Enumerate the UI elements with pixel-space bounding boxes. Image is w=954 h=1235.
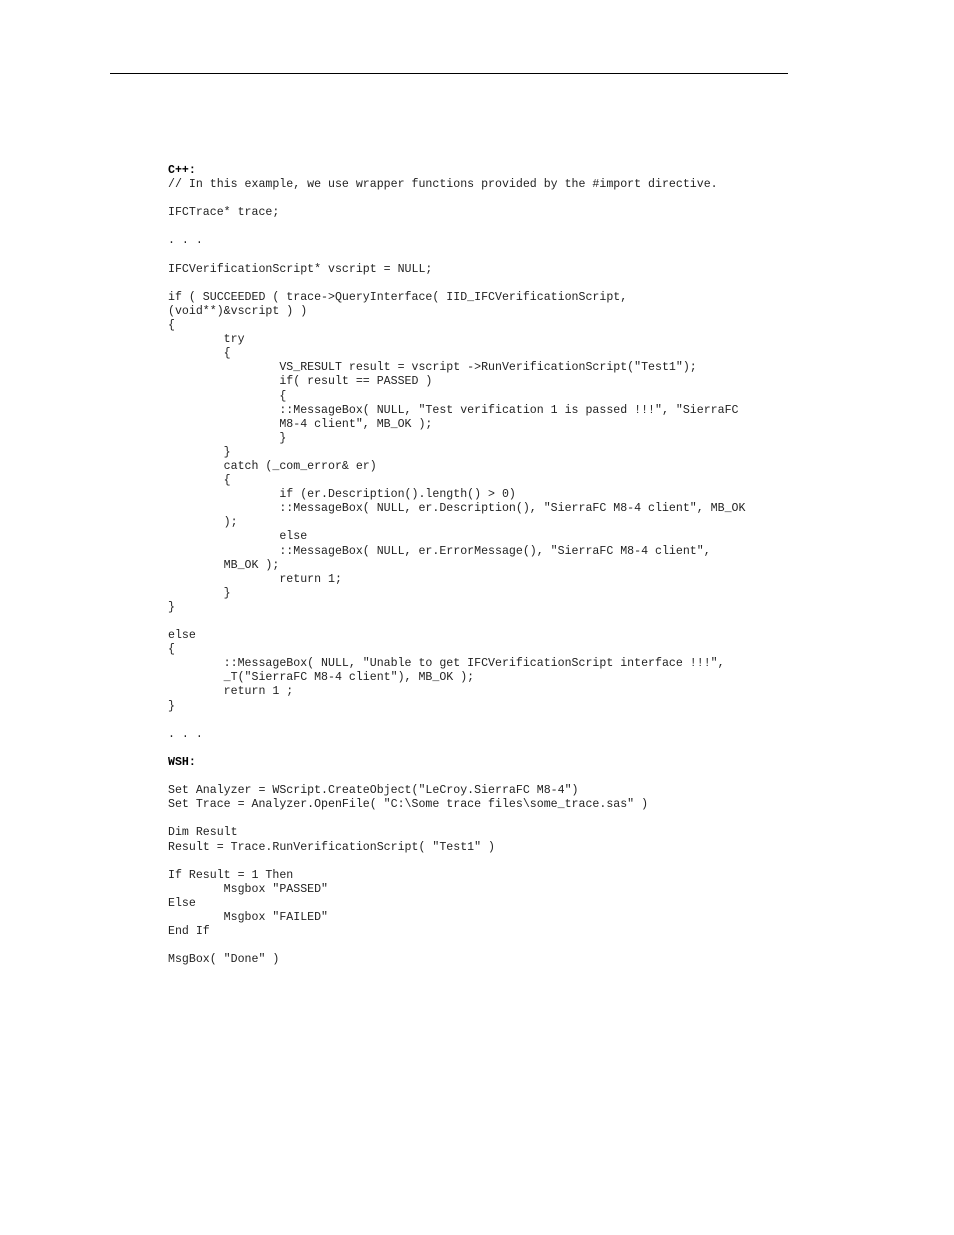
code-line bbox=[168, 192, 808, 206]
code-line bbox=[168, 742, 808, 756]
code-line: IFCTrace* trace; bbox=[168, 206, 280, 220]
code-line: try bbox=[168, 333, 245, 347]
code-line: // In this example, we use wrapper functions provided by the #import directive. bbox=[168, 178, 718, 192]
code-line: . . . bbox=[168, 234, 203, 248]
code-line: IFCVerificationScript* vscript = NULL; bbox=[168, 262, 433, 276]
code-line bbox=[168, 220, 808, 234]
code-line: Else bbox=[168, 896, 196, 910]
code-line bbox=[168, 277, 808, 291]
code-line: catch (_com_error& er) bbox=[168, 459, 377, 473]
code-line: If Result = 1 Then bbox=[168, 868, 294, 882]
code-line: return 1 ; bbox=[168, 685, 294, 699]
section-heading: WSH: bbox=[168, 755, 196, 769]
code-line: Set Analyzer = WScript.CreateObject("LeCroy.SierraFC M8-4") bbox=[168, 784, 579, 798]
code-line: MsgBox( "Done" ) bbox=[168, 953, 280, 967]
code-line: VS_RESULT result = vscript ->RunVerificationScript("Test1"); bbox=[168, 361, 697, 375]
code-line: ::MessageBox( NULL, er.ErrorMessage(), "SierraFC M8-4 client", bbox=[168, 544, 711, 558]
code-line: } bbox=[168, 586, 231, 600]
code-line: ::MessageBox( NULL, er.Description(), "SierraFC M8-4 client", MB_OK bbox=[168, 502, 746, 516]
code-line: if (er.Description().length() > 0) bbox=[168, 488, 516, 502]
code-line: M8-4 client", MB_OK ); bbox=[168, 417, 433, 431]
code-line: Result = Trace.RunVerificationScript( "Test1" ) bbox=[168, 840, 495, 854]
code-line bbox=[168, 855, 808, 869]
code-line: } bbox=[168, 600, 175, 614]
code-line: { bbox=[168, 347, 231, 361]
code-line bbox=[168, 615, 808, 629]
code-line bbox=[168, 249, 808, 263]
code-line: Dim Result bbox=[168, 826, 238, 840]
code-line: ); bbox=[168, 516, 238, 530]
code-line: Set Trace = Analyzer.OpenFile( "C:\Some trace files\some_trace.sas" ) bbox=[168, 798, 649, 812]
code-line: MB_OK ); bbox=[168, 558, 280, 572]
code-line: else bbox=[168, 629, 196, 643]
code-line bbox=[168, 812, 808, 826]
code-line: else bbox=[168, 530, 308, 544]
code-line: } bbox=[168, 445, 231, 459]
code-line: return 1; bbox=[168, 572, 342, 586]
code-line bbox=[168, 714, 808, 728]
code-line: } bbox=[168, 431, 287, 445]
code-line: Msgbox "PASSED" bbox=[168, 882, 329, 896]
code-listing bbox=[168, 164, 808, 967]
code-line: { bbox=[168, 389, 287, 403]
code-line bbox=[168, 770, 808, 784]
code-line: if( result == PASSED ) bbox=[168, 375, 433, 389]
code-line: { bbox=[168, 319, 175, 333]
code-line: } bbox=[168, 699, 175, 713]
code-line: End If bbox=[168, 925, 210, 939]
code-line: if ( SUCCEEDED ( trace->QueryInterface( IID_IFCVerificationScript, bbox=[168, 290, 628, 304]
code-line: ::MessageBox( NULL, "Test verification 1 is passed !!!", "SierraFC bbox=[168, 403, 739, 417]
code-line: { bbox=[168, 474, 231, 488]
header-rule bbox=[110, 73, 788, 74]
code-line: . . . bbox=[168, 727, 203, 741]
section-heading: C++: bbox=[168, 164, 196, 177]
code-line: Msgbox "FAILED" bbox=[168, 910, 329, 924]
code-line: _T("SierraFC M8-4 client"), MB_OK ); bbox=[168, 671, 475, 685]
code-line bbox=[168, 939, 808, 953]
code-line: (void**)&vscript ) ) bbox=[168, 304, 308, 318]
code-line: { bbox=[168, 643, 175, 657]
code-line: ::MessageBox( NULL, "Unable to get IFCVerificationScript interface !!!", bbox=[168, 657, 725, 671]
